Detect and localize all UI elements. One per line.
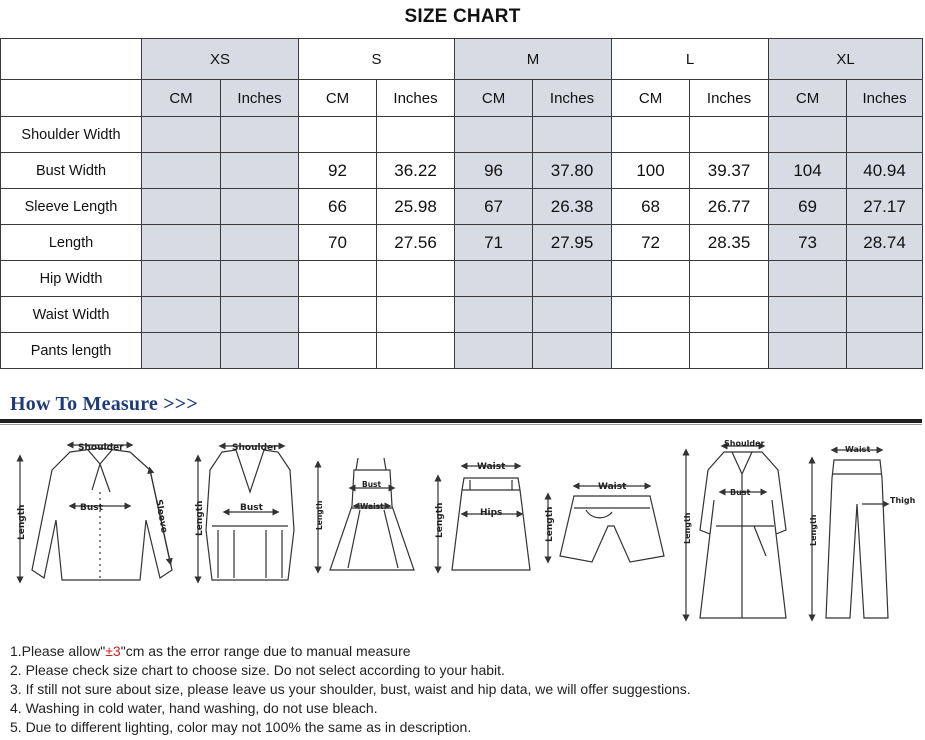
table-cell: 26.38 [533, 189, 612, 225]
measurement-diagrams [0, 430, 925, 630]
table-cell [455, 261, 533, 297]
unit-header: Inches [690, 80, 769, 117]
table-cell: 39.37 [690, 153, 769, 189]
corner-cell [1, 39, 142, 80]
table-cell [612, 261, 690, 297]
note-1-text-end: "cm as the error range due to manual measure [120, 643, 411, 659]
table-cell [221, 333, 299, 369]
label-length: Length [545, 506, 555, 542]
table-cell [769, 333, 847, 369]
table-cell [142, 297, 221, 333]
table-cell [533, 117, 612, 153]
table-cell [142, 261, 221, 297]
size-header-m: M [455, 39, 612, 80]
table-cell [612, 117, 690, 153]
table-cell [377, 297, 455, 333]
table-cell [455, 297, 533, 333]
table-cell: 70 [299, 225, 377, 261]
table-cell: 26.77 [690, 189, 769, 225]
label-sleeve: Sleeve [153, 498, 169, 534]
table-cell: 66 [299, 189, 377, 225]
table-cell [612, 297, 690, 333]
table-cell [221, 153, 299, 189]
unit-header: CM [142, 80, 221, 117]
table-cell [221, 261, 299, 297]
table-cell [221, 225, 299, 261]
coat-diagram [686, 446, 786, 618]
label-length: Length [195, 500, 205, 536]
row-label: Hip Width [1, 261, 142, 297]
table-cell [221, 297, 299, 333]
table-cell: 27.56 [377, 225, 455, 261]
table-cell [142, 153, 221, 189]
table-cell: 36.22 [377, 153, 455, 189]
table-cell [377, 117, 455, 153]
table-row [1, 261, 923, 297]
corner-cell-2 [1, 80, 142, 117]
table-cell [847, 117, 923, 153]
how-to-measure-heading: How To Measure >>> [10, 393, 198, 415]
label-hips: Hips [480, 508, 503, 518]
label-length: Length [809, 514, 818, 546]
row-label: Shoulder Width [1, 117, 142, 153]
notes-list [10, 642, 691, 737]
label-length: Length [435, 502, 445, 538]
table-cell: 96 [455, 153, 533, 189]
table-cell [221, 117, 299, 153]
table-cell [221, 189, 299, 225]
table-cell [533, 261, 612, 297]
table-cell [142, 333, 221, 369]
table-row [1, 153, 923, 189]
label-thigh: Thigh [890, 496, 916, 505]
table-cell: 92 [299, 153, 377, 189]
label-bust: Bust [240, 503, 263, 513]
table-cell: 28.35 [690, 225, 769, 261]
table-cell [377, 261, 455, 297]
note-1 [10, 642, 691, 661]
unit-header: CM [299, 80, 377, 117]
skirt-diagram [438, 466, 530, 570]
table-cell: 25.98 [377, 189, 455, 225]
table-cell [533, 297, 612, 333]
row-label: Length [1, 225, 142, 261]
table-cell [690, 297, 769, 333]
table-cell [847, 261, 923, 297]
unit-header: CM [455, 80, 533, 117]
shorts-diagram [548, 486, 664, 562]
label-waist: Waist [477, 462, 506, 472]
size-header-xs: XS [142, 39, 299, 80]
table-cell: 67 [455, 189, 533, 225]
table-cell: 68 [612, 189, 690, 225]
table-cell [455, 117, 533, 153]
table-cell [142, 117, 221, 153]
dress-diagram [318, 458, 414, 570]
note-1-text: 1.Please allow" [10, 643, 106, 659]
label-shoulder: Shoulder [724, 439, 765, 448]
tank-diagram [198, 446, 294, 580]
table-cell [769, 297, 847, 333]
size-chart-title: SIZE CHART [404, 6, 521, 27]
table-cell: 40.94 [847, 153, 923, 189]
unit-header: Inches [847, 80, 923, 117]
table-row [1, 333, 923, 369]
unit-header: Inches [533, 80, 612, 117]
label-length: Length [315, 500, 324, 530]
table-cell [299, 261, 377, 297]
table-cell [299, 117, 377, 153]
table-cell [847, 297, 923, 333]
size-header-xl: XL [769, 39, 923, 80]
label-shoulder: Shoulder [78, 443, 124, 453]
table-cell [612, 333, 690, 369]
table-cell: 100 [612, 153, 690, 189]
label-bust: Bust [730, 488, 751, 497]
note-2: 2. Please check size chart to choose size. Do not select according to your habit. [10, 662, 505, 678]
table-row [1, 297, 923, 333]
unit-header: CM [769, 80, 847, 117]
table-row [1, 189, 923, 225]
size-header-row [1, 39, 923, 80]
row-label: Pants length [1, 333, 142, 369]
pants-diagram [812, 450, 888, 618]
unit-header-row [1, 80, 923, 117]
label-waist: Waist [845, 445, 871, 454]
table-cell: 73 [769, 225, 847, 261]
table-cell: 37.80 [533, 153, 612, 189]
table-cell [690, 261, 769, 297]
unit-header: Inches [221, 80, 299, 117]
table-cell [690, 117, 769, 153]
row-label: Bust Width [1, 153, 142, 189]
table-cell: 104 [769, 153, 847, 189]
label-waist: Waist [598, 482, 627, 492]
divider [0, 419, 922, 423]
label-length: Length [683, 512, 692, 544]
table-cell: 28.74 [847, 225, 923, 261]
size-table [0, 38, 923, 369]
table-cell: 72 [612, 225, 690, 261]
table-cell [455, 333, 533, 369]
table-cell: 69 [769, 189, 847, 225]
row-label: Waist Width [1, 297, 142, 333]
table-cell: 71 [455, 225, 533, 261]
row-label: Sleeve Length [1, 189, 142, 225]
table-cell [690, 333, 769, 369]
table-cell: 27.17 [847, 189, 923, 225]
unit-header: CM [612, 80, 690, 117]
table-cell: 27.95 [533, 225, 612, 261]
table-cell [299, 333, 377, 369]
label-shoulder: Shoulder [232, 443, 278, 453]
table-cell [142, 189, 221, 225]
label-waist: Waist [360, 502, 384, 511]
table-cell [299, 297, 377, 333]
label-bust: Bust [80, 503, 103, 513]
size-header-l: L [612, 39, 769, 80]
label-bust: Bust [362, 480, 382, 489]
table-cell [533, 333, 612, 369]
divider-thin [0, 424, 922, 425]
note-1-red-text: ±3 [105, 643, 121, 659]
size-header-s: S [299, 39, 455, 80]
unit-header: Inches [377, 80, 455, 117]
table-cell [847, 333, 923, 369]
table-cell [142, 225, 221, 261]
label-length: Length [17, 504, 27, 540]
note-4: 4. Washing in cold water, hand washing, do not use bleach. [10, 700, 378, 716]
table-cell [377, 333, 455, 369]
table-row [1, 225, 923, 261]
table-cell [769, 117, 847, 153]
note-3: 3. If still not sure about size, please leave us your shoulder, bust, waist and hip data, we will offer suggestions. [10, 681, 691, 697]
table-row [1, 117, 923, 153]
note-5: 5. Due to different lighting, color may not 100% the same as in description. [10, 719, 472, 735]
table-cell [769, 261, 847, 297]
